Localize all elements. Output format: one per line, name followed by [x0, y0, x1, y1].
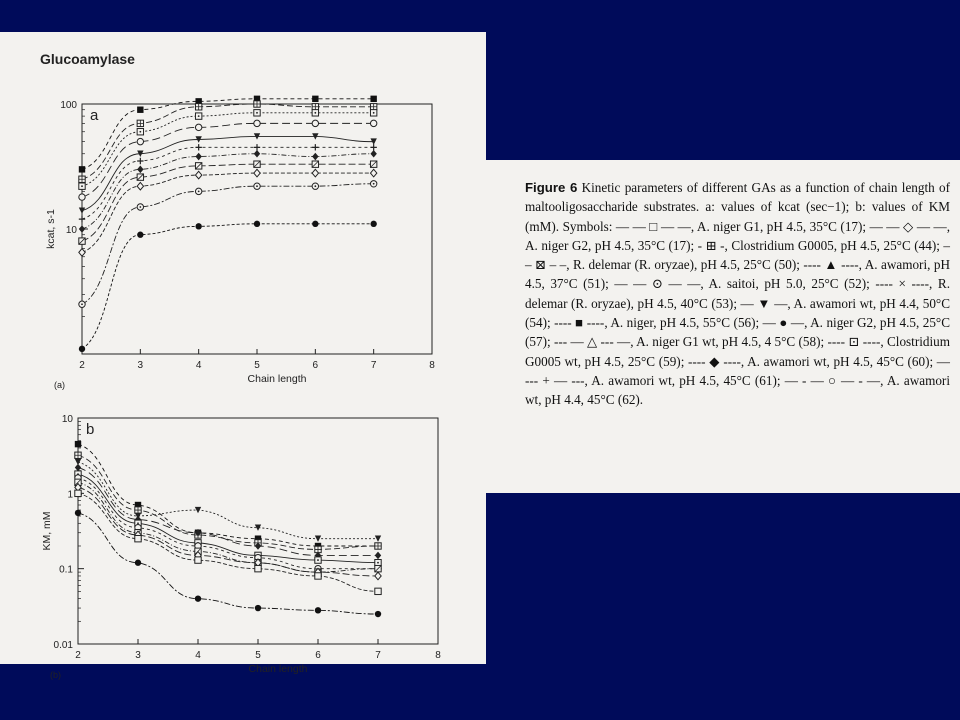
x-tick-label: 6 [315, 650, 321, 661]
data-point [79, 194, 85, 200]
caption-card [485, 160, 960, 493]
series-a-9 [79, 181, 377, 308]
chart-panel-a [45, 96, 435, 390]
data-point [375, 552, 381, 560]
data-point [195, 507, 201, 513]
data-point [137, 166, 143, 174]
data-point [79, 249, 85, 257]
series-a-10 [79, 221, 377, 352]
data-point-dot [377, 562, 379, 564]
data-point [137, 107, 143, 113]
series-line [78, 487, 378, 576]
data-point [255, 605, 261, 611]
series-line [82, 123, 374, 197]
series-line [78, 474, 378, 563]
data-point-dot [256, 185, 258, 187]
x-tick-label: 2 [75, 650, 81, 661]
data-point-dot [139, 206, 141, 208]
data-point-dot [314, 112, 316, 114]
y-axis-label: KM, mM [41, 511, 53, 551]
data-point [137, 158, 143, 164]
figure-label: Figure 6 [525, 180, 578, 195]
data-point [195, 557, 201, 563]
data-point [312, 120, 318, 126]
data-point-dot [317, 559, 319, 561]
data-point-dot [81, 303, 83, 305]
series-line [82, 164, 374, 241]
y-tick-label: 10 [65, 225, 77, 236]
series-line [78, 513, 378, 614]
data-point [79, 208, 85, 214]
x-tick-label: 7 [370, 360, 377, 371]
y-tick-label: 1 [67, 489, 73, 501]
data-point [79, 216, 85, 222]
y-axis-label: kcat, s-1 [45, 209, 57, 249]
data-point-dot [256, 112, 258, 114]
data-point [370, 169, 376, 177]
x-tick-label: 3 [135, 650, 141, 661]
series-line [78, 455, 378, 549]
panel-label: a [90, 107, 99, 124]
data-point [312, 153, 318, 161]
data-point-dot [139, 131, 141, 133]
series-line [82, 154, 374, 229]
x-tick-label: 8 [429, 360, 435, 371]
data-point [315, 535, 321, 541]
chart-panels [0, 32, 486, 680]
figure-caption [525, 178, 950, 410]
data-point [315, 607, 321, 613]
data-point [195, 595, 201, 601]
data-point [375, 535, 381, 541]
data-point [254, 144, 260, 150]
series-line [78, 462, 378, 539]
x-tick-label: 5 [254, 360, 260, 371]
data-point [195, 153, 201, 161]
data-point-dot [373, 112, 375, 114]
data-point [254, 150, 260, 158]
data-point [375, 611, 381, 617]
y-tick-label: 0.1 [59, 564, 73, 576]
series-b-1 [75, 452, 381, 553]
series-line [82, 224, 374, 349]
figure-scan [0, 32, 486, 680]
data-point [137, 138, 143, 144]
data-point [75, 441, 81, 447]
data-point [255, 565, 261, 571]
data-point [254, 169, 260, 177]
x-tick-label: 3 [137, 360, 144, 371]
series-a-6 [79, 150, 377, 233]
y-tick-label: 0.01 [53, 640, 73, 651]
x-axis-label: Chain length [247, 373, 307, 385]
data-point [254, 120, 260, 126]
panel-sub-label: (b) [50, 670, 61, 680]
data-point-dot [198, 190, 200, 192]
x-tick-label: 4 [195, 360, 202, 371]
data-point [195, 171, 201, 179]
x-tick-label: 5 [255, 650, 261, 661]
data-point-dot [373, 183, 375, 185]
series-b-0 [75, 441, 381, 549]
data-point [75, 510, 81, 516]
series-b-4 [75, 471, 381, 566]
data-point [79, 225, 85, 233]
data-point [75, 490, 81, 496]
data-point [195, 124, 201, 130]
data-point [370, 96, 376, 102]
data-point [195, 144, 201, 150]
data-point [75, 464, 81, 472]
page-heading: Glucoamylase [40, 51, 135, 67]
panel-label: b [86, 421, 95, 438]
x-axis-label: Chain length [248, 663, 308, 675]
data-point [370, 120, 376, 126]
x-tick-label: 2 [79, 360, 85, 371]
data-point [137, 232, 143, 238]
data-point-dot [198, 115, 200, 117]
data-point [79, 346, 85, 352]
data-point-dot [81, 185, 83, 187]
data-point [312, 169, 318, 177]
data-point [370, 221, 376, 227]
x-tick-label: 4 [195, 650, 201, 661]
series-a-8 [79, 169, 377, 256]
chart-panel-b [41, 414, 441, 680]
series-b-8 [75, 490, 381, 594]
series-line [82, 173, 374, 252]
series-b-5 [75, 475, 381, 572]
series-line [82, 184, 374, 304]
data-point [79, 166, 85, 172]
y-tick-label: 10 [61, 414, 73, 425]
data-point [195, 223, 201, 229]
data-point [312, 221, 318, 227]
data-point [375, 572, 381, 580]
caption-body: Kinetic parameters of different GAs as a function of chain length of maltooligosaccharide substrates. a: values of kcat (sec−1); b: values of KM (mM). Symbols: — — □ — —, A. niger G1, pH 4.5, 35°C (17); — — ◇ — —, A. niger G2, pH 4.5, 35°C (17); - ⊞ -, Clostridium G0005, pH 4.5, 25°C (44); – – ⊠ – –, R. delemar (R. oryzae), pH 4.5, 25°C (50); ---- ▲ ----, A. awamori, pH 4.5, 37°C (51); — — ⊙ — —, A. saitoi, pH 5.0, 25°C (52); ---- × ----, R. delemar (R. oryzae), pH 4.5, 40°C (53); — ▼ —, A. awamori wt, pH 4.4, 50°C (54); ---- ■ ----, A. niger, pH 4.5, 55°C (56); — ● —, A. niger G2, pH 4.5, 25°C (57); --- — △ --- —, A. niger G1 wt, pH 4.5, 4 5°C (58); ---- ⊡ ----, Clostridium G0005 wt, pH 4.5, 25°C (59); ---- ◆ ----, A. awamori wt, pH 4.5, 45°C (60); — --- + — ---, A. awamori wt, pH 4.5, 45°C (61); — - — ○ — - —, A. awamori wt, pH 4.4, 45°C (62). [525, 180, 951, 408]
data-point [137, 182, 143, 190]
plot-frame-a [82, 104, 432, 354]
data-point-dot [314, 185, 316, 187]
series-line [78, 493, 378, 591]
data-point [135, 560, 141, 566]
data-point [135, 535, 141, 541]
x-tick-label: 7 [375, 650, 381, 661]
data-point [312, 144, 318, 150]
x-tick-label: 6 [312, 360, 319, 371]
data-point [370, 144, 376, 150]
data-point [254, 221, 260, 227]
data-point [315, 573, 321, 579]
series-b-3 [75, 464, 381, 559]
data-point-dot [137, 522, 139, 524]
data-point [375, 588, 381, 594]
panel-sub-label: (a) [54, 380, 65, 390]
data-point [312, 96, 318, 102]
data-point [370, 150, 376, 158]
x-tick-label: 8 [435, 650, 441, 661]
y-tick-label: 100 [60, 100, 77, 111]
